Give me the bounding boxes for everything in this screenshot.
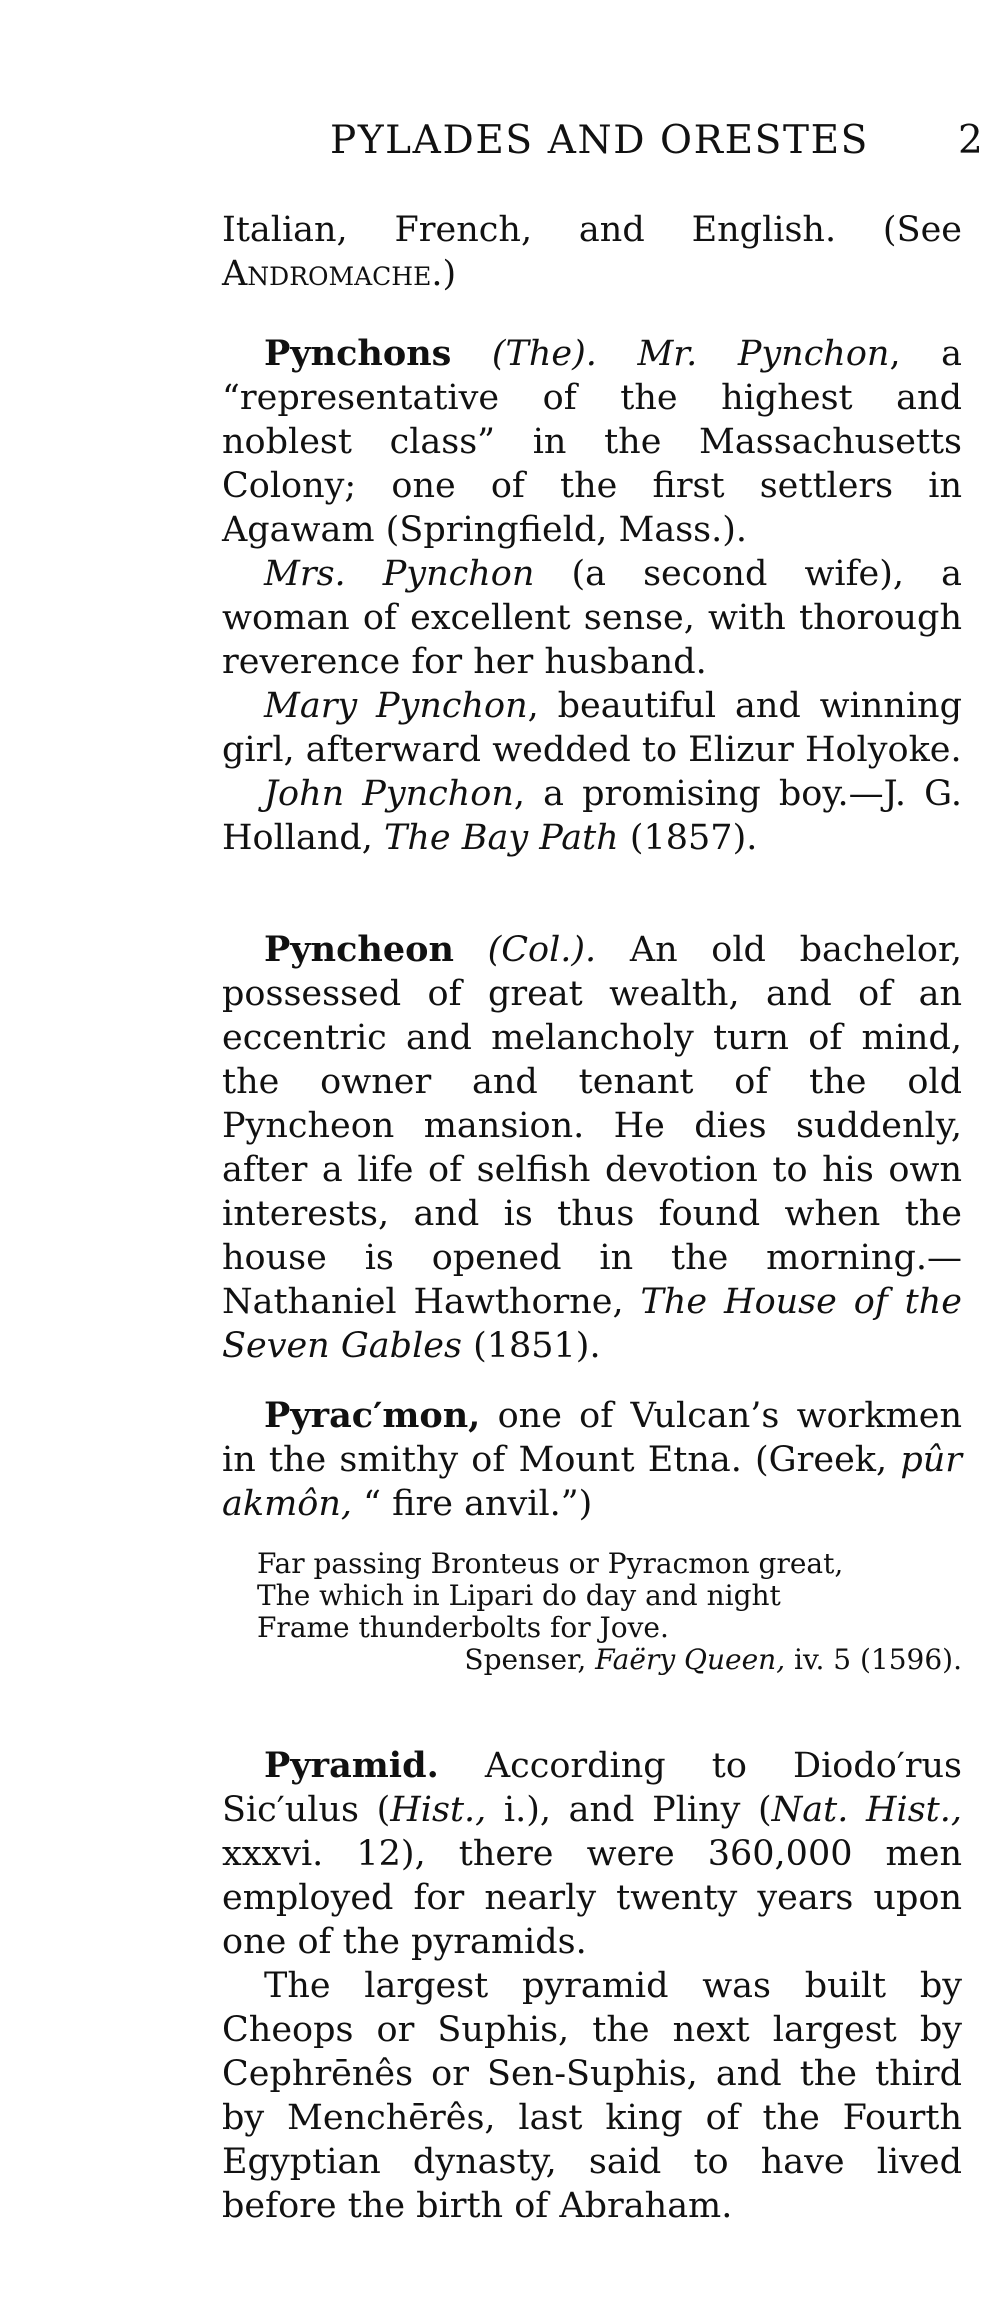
entry-paragraph: The largest pyramid was built by Cheops or Suphis, the next largest by Cephrēnês or Sen-Suphis, and the third by Menchērês, last king of the Fourth Egyptian dynasty, said to have lived before the birth of Abraham. (222, 1966, 962, 2226)
work-title: The House of the Seven Gables (222, 1282, 962, 1366)
work-year: (1851). (461, 1326, 601, 1366)
quote-source (257, 1644, 962, 1676)
work-title: Nat. Hist., (771, 1790, 962, 1830)
entry-paragraph (222, 772, 962, 860)
work-year: (1857). (618, 818, 758, 858)
continuation-end: .) (431, 254, 457, 294)
entry-paragraph (222, 552, 962, 684)
entry-text: (a second wife), a woman of excellent sense, with thorough reverence for her husband. (222, 554, 962, 682)
headword: Pyrac′mon, (264, 1395, 481, 1436)
gloss: (The). (451, 334, 638, 374)
character-name: Mr. Pynchon (637, 334, 890, 374)
character-name: Mrs. Pynchon (264, 554, 535, 594)
entry-text: , beautiful and winning girl, afterward wedded to Elizur Holyoke. (222, 686, 962, 770)
entry-text: i.), and Pliny ( (486, 1790, 772, 1830)
cross-reference: Andromache (222, 254, 432, 294)
work-title: The Bay Path (384, 818, 619, 858)
verse-line: The which in Lipari do day and night (257, 1579, 781, 1612)
continuation-text: Italian, French, and English. (See (222, 210, 962, 250)
page-number: 2 (958, 118, 983, 163)
work-title: Hist., (390, 1790, 487, 1830)
entry-text: xxxvi. 12), there were 360,000 men employed for nearly twenty years upon one of the pyramids. (222, 1834, 962, 1962)
entry-text: , a “representative of the highest and noblest class” in the Massachusetts Colony; one of the first settlers in Agawam (Springfield, Mass.). (222, 334, 962, 550)
entry-pyncheon (222, 928, 962, 1368)
entry-paragraph (222, 332, 962, 552)
entry-paragraph (222, 928, 962, 1368)
entry-pyracmon (222, 1394, 962, 1526)
entry-text: “ fire anvil.”) (352, 1484, 593, 1524)
entry-text: An old bachelor, possessed of great wealth, and of an eccentric and melancholy turn of mind, the owner and tenant of the old Pyncheon mansion. He dies suddenly, after a life of selfish devotion to his own interests, and is thus found when the house is opened in the morning.— Nathaniel Hawthorne, (222, 930, 962, 1322)
running-head: PYLADES AND ORESTES (330, 118, 869, 163)
entry-paragraph (222, 1744, 962, 1964)
entry-pynchons (222, 332, 962, 860)
headword: Pyramid. (264, 1745, 439, 1786)
character-name: John Pynchon (264, 774, 514, 814)
character-name: Mary Pynchon (264, 686, 528, 726)
source-author: Spenser, (464, 1643, 596, 1676)
entry-paragraph (222, 1394, 962, 1526)
greek-term: pûr akmôn, (222, 1440, 962, 1524)
source-work: Faëry Queen, (595, 1643, 786, 1676)
continuation-paragraph (222, 208, 962, 296)
source-reference: iv. 5 (1596). (785, 1643, 962, 1676)
verse-line: Far passing Bronteus or Pyracmon great, (257, 1547, 844, 1580)
entry-paragraph (222, 684, 962, 772)
headword: Pyncheon (264, 929, 454, 970)
entry-text: one of Vulcan’s workmen in the smithy of Mount Etna. (Greek, (222, 1396, 962, 1480)
entry-text: According to Diodo′rus Sic′ulus ( (222, 1746, 962, 1830)
gloss: (Col.). (453, 930, 630, 970)
entry-pyramid (222, 1744, 962, 2228)
verse-line: Frame thunderbolts for Jove. (257, 1611, 669, 1644)
verse-quotation (257, 1548, 962, 1676)
entry-text: , a promising boy.—J. G. Holland, (222, 774, 962, 858)
headword: Pynchons (264, 333, 452, 374)
